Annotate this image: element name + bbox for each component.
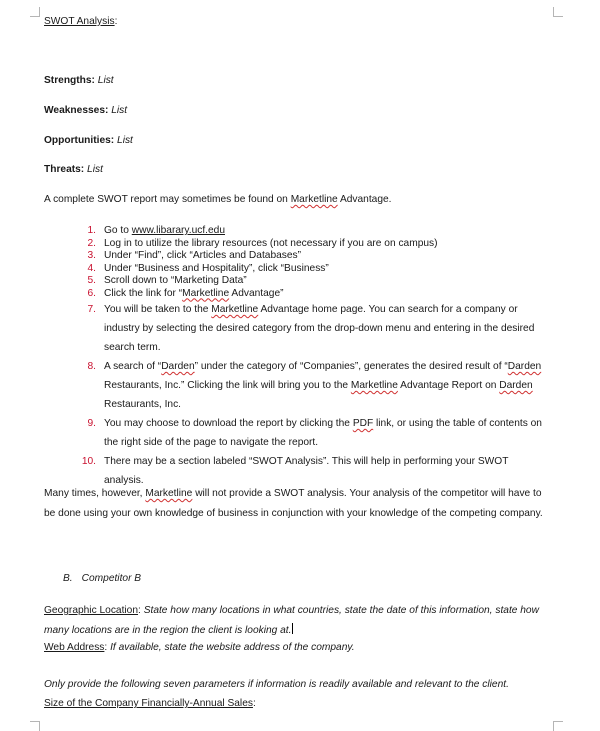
competitor-heading: B. Competitor B [63, 573, 142, 584]
size-of-company-line: Size of the Company Financially-Annual Sales: [44, 698, 256, 709]
list-item: 7. You will be taken to the Marketline Advantage home page. You can search for a company or industry by selecting the desired category from the drop-down menu and entering in the desired search term. [87, 304, 535, 353]
steps-list [80, 225, 550, 490]
weaknesses-line: Weaknesses: List [44, 105, 128, 116]
geographic-location-paragraph: Geographic Location: State how many locations in what countries, state the date of this information, state how many locations are in the region the client is looking at. [44, 605, 539, 636]
list-item: 9. You may choose to download the report by clicking the PDF link, or using the table of contents on the right side of the page to navigate the report. [87, 418, 542, 448]
library-link[interactable]: www.libarary.ucf.edu [131, 225, 225, 236]
strengths-line: Strengths: List [44, 75, 114, 86]
list-item: 4. Under “Business and Hospitality”, click “Business” [87, 262, 329, 274]
list-item: 10. There may be a section labeled “SWOT Analysis”. This will help in performing your SWOT analysis. [81, 456, 509, 486]
crop-mark-top-left [30, 7, 40, 17]
list-item: 3. Under “Find”, click “Articles and Databases” [87, 250, 302, 261]
threats-line: Threats: List [44, 164, 103, 175]
only-provide-line: Only provide the following seven parameters if information is readily available and relevant to the client. [44, 679, 509, 690]
many-times-paragraph: Many times, however, Marketline will not provide a SWOT analysis. Your analysis of the competitor will have to be done using your own knowledge of business in conjunction with your knowledge of the competing company. [44, 488, 543, 519]
intro-paragraph: A complete SWOT report may sometimes be found on Marketline Advantage. [44, 194, 392, 205]
list-item: 5. Scroll down to “Marketing Data” [87, 275, 247, 286]
document-title: SWOT Analysis: [44, 16, 118, 27]
opportunities-line: Opportunities: List [44, 135, 133, 146]
list-item: 1. Go to www.libarary.ucf.edu [87, 225, 225, 236]
text-cursor [292, 623, 293, 634]
list-item: 6. Click the link for “Marketline Advantage” [87, 287, 284, 299]
list-item: 2. Log in to utilize the library resources (not necessary if you are on campus) [87, 237, 438, 249]
web-address-line: Web Address: If available, state the website address of the company. [44, 642, 355, 653]
list-item: 8. A search of “Darden” under the category of “Companies”, generates the desired result of “Darden Restaurants, Inc.” Clicking the link will bring you to the Marketline Advantage Report on Darden Restaurants, Inc. [87, 361, 542, 410]
crop-mark-top-right [553, 7, 563, 17]
